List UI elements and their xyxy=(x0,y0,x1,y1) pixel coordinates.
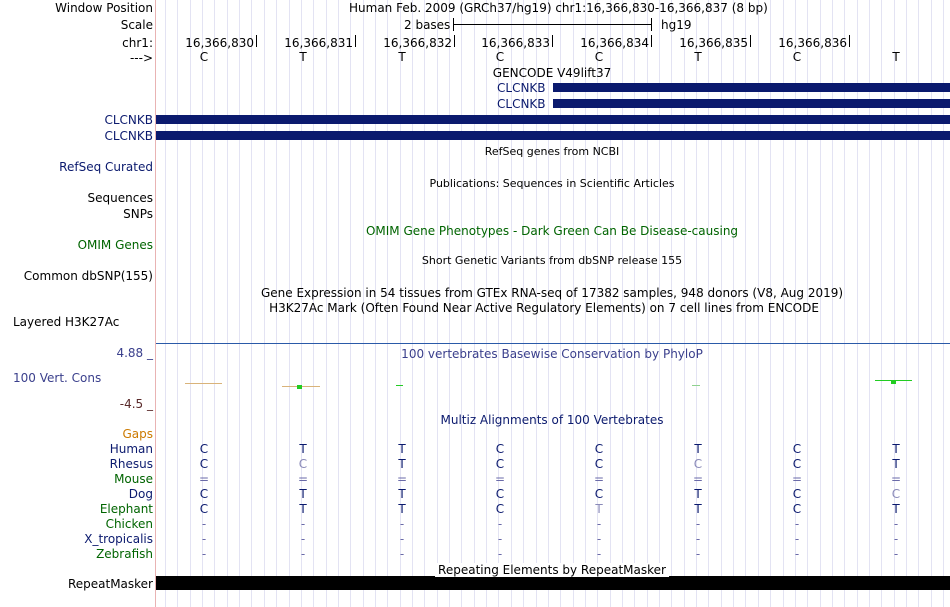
species-label[interactable]: Chicken xyxy=(105,517,153,531)
phylop-min-label: -4.5 _ xyxy=(119,397,153,411)
chr-position-label: 16,366,835 xyxy=(679,36,748,50)
alignment-base: - xyxy=(201,517,207,531)
alignment-base: T xyxy=(299,442,307,456)
multiz-title: Multiz Alignments of 100 Vertebrates xyxy=(440,413,664,427)
refseq-gene-bar-2[interactable] xyxy=(156,131,950,140)
scale-label: Scale xyxy=(120,18,153,32)
alignment-base: C xyxy=(199,487,209,501)
alignment-base: - xyxy=(201,547,207,561)
alignment-base: T xyxy=(299,502,307,516)
repeatmasker-title: Repeating Elements by RepeatMasker xyxy=(435,563,669,577)
alignment-base: - xyxy=(695,532,701,546)
strand-base: T xyxy=(398,50,406,64)
gencode-gene-bar-2[interactable] xyxy=(553,99,950,108)
alignment-base: C xyxy=(298,457,308,471)
alignment-base: - xyxy=(596,547,602,561)
strand-base: C xyxy=(495,50,505,64)
strand-base: C xyxy=(199,50,209,64)
gencode-gene-label-2[interactable]: CLCNKB xyxy=(497,97,546,111)
chr-position-tick xyxy=(454,35,455,47)
chr-position-tick xyxy=(552,35,553,47)
label-divider xyxy=(155,0,156,607)
repeatmasker-bar[interactable] xyxy=(156,576,950,590)
dbsnp-title: Short Genetic Variants from dbSNP release 155 xyxy=(421,254,683,267)
alignment-base: C xyxy=(594,457,604,471)
alignment-base: - xyxy=(399,517,405,531)
alignment-base: - xyxy=(893,532,899,546)
phylop-title: 100 vertebrates Basewise Conservation by PhyloP xyxy=(401,347,703,361)
gencode-gene-bar-1[interactable] xyxy=(553,83,950,92)
species-label[interactable]: X_tropicalis xyxy=(84,532,153,546)
gtex-title: Gene Expression in 54 tissues from GTEx RNA-seq of 17382 samples, 948 donors (V8, Aug 2019) xyxy=(260,286,844,300)
alignment-base: - xyxy=(794,532,800,546)
species-label[interactable]: Rhesus xyxy=(109,457,153,471)
chr-label: chr1: xyxy=(122,36,153,50)
alignment-base: C xyxy=(792,502,802,516)
scale-assembly: hg19 xyxy=(661,18,692,32)
alignment-base: = xyxy=(198,472,210,486)
alignment-base: - xyxy=(794,547,800,561)
scale-bar-left-tick xyxy=(453,18,454,31)
dbsnp-label[interactable]: Common dbSNP(155) xyxy=(23,269,153,283)
alignment-base: C xyxy=(792,457,802,471)
phylop-label[interactable]: 100 Vert. Cons xyxy=(13,371,102,385)
alignment-base: C xyxy=(495,442,505,456)
h3k27ac-title: H3K27Ac Mark (Often Found Near Active Regulatory Elements) on 7 cell lines from ENCODE xyxy=(269,301,819,315)
omim-label[interactable]: OMIM Genes xyxy=(77,238,153,252)
h3k27ac-baseline xyxy=(156,343,950,344)
alignment-base: T xyxy=(892,502,900,516)
window-position-text: Human Feb. 2009 (GRCh37/hg19) chr1:16,366,830-16,366,837 (8 bp) xyxy=(349,1,768,15)
snps-label[interactable]: SNPs xyxy=(123,207,153,221)
alignment-base: - xyxy=(300,547,306,561)
chr-position-tick xyxy=(849,35,850,47)
chr-position-label: 16,366,831 xyxy=(284,36,353,50)
h3k27ac-label[interactable]: Layered H3K27Ac xyxy=(13,315,120,329)
alignment-base: T xyxy=(299,487,307,501)
alignment-base: - xyxy=(596,517,602,531)
alignment-base: T xyxy=(892,442,900,456)
alignment-base: T xyxy=(694,502,702,516)
strand-base: T xyxy=(892,50,900,64)
repeatmasker-label[interactable]: RepeatMasker xyxy=(67,577,153,591)
alignment-base: T xyxy=(398,442,406,456)
chr-position-tick xyxy=(651,35,652,47)
alignment-base: - xyxy=(399,532,405,546)
alignment-base: - xyxy=(596,532,602,546)
chr-position-label: 16,366,836 xyxy=(778,36,847,50)
gencode-title: GENCODE V49lift37 xyxy=(492,66,612,80)
omim-title: OMIM Gene Phenotypes - Dark Green Can Be Disease-causing xyxy=(365,224,739,238)
alignment-base: = xyxy=(297,472,309,486)
alignment-base: = xyxy=(692,472,704,486)
alignment-base: C xyxy=(495,457,505,471)
strand-base: C xyxy=(792,50,802,64)
alignment-base: - xyxy=(794,517,800,531)
gaps-label: Gaps xyxy=(122,427,153,441)
alignment-base: = xyxy=(791,472,803,486)
alignment-base: C xyxy=(792,442,802,456)
alignment-base: C xyxy=(594,487,604,501)
strand-base: T xyxy=(694,50,702,64)
alignment-base: - xyxy=(201,532,207,546)
phylop-signal xyxy=(0,375,950,395)
alignment-base: - xyxy=(497,547,503,561)
chr-position-tick xyxy=(750,35,751,47)
species-label[interactable]: Elephant xyxy=(99,502,153,516)
refseq-gene-bar-1[interactable] xyxy=(156,115,950,124)
species-label[interactable]: Dog xyxy=(128,487,153,501)
alignment-base: T xyxy=(694,487,702,501)
alignment-base: - xyxy=(893,517,899,531)
sequences-title: Publications: Sequences in Scientific Articles xyxy=(429,177,675,190)
strand-label: ---> xyxy=(129,51,153,65)
scale-bar-right-tick xyxy=(651,18,652,31)
gencode-gene-label-1[interactable]: CLCNKB xyxy=(497,81,546,95)
alignment-base: - xyxy=(695,547,701,561)
alignment-base: T xyxy=(398,457,406,471)
alignment-base: C xyxy=(495,487,505,501)
window-position-label: Window Position xyxy=(55,1,153,15)
strand-base: T xyxy=(299,50,307,64)
chr-position-label: 16,366,830 xyxy=(185,36,254,50)
alignment-base: T xyxy=(892,457,900,471)
alignment-base: = xyxy=(396,472,408,486)
refseq-gene-label-1[interactable]: CLCNKB xyxy=(104,113,153,127)
species-label[interactable]: Mouse xyxy=(114,472,153,486)
scale-bases: 2 bases xyxy=(404,18,451,32)
alignment-base: - xyxy=(300,532,306,546)
alignment-base: T xyxy=(398,487,406,501)
alignment-base: T xyxy=(595,502,603,516)
alignment-base: C xyxy=(199,502,209,516)
chr-position-tick xyxy=(355,35,356,47)
alignment-base: - xyxy=(300,517,306,531)
alignment-base: - xyxy=(695,517,701,531)
alignment-base: - xyxy=(893,547,899,561)
alignment-base: C xyxy=(199,442,209,456)
alignment-base: T xyxy=(694,442,702,456)
chr-position-label: 16,366,834 xyxy=(580,36,649,50)
alignment-base: C xyxy=(891,487,901,501)
alignment-base: - xyxy=(399,547,405,561)
refseq-gene-label-2[interactable]: CLCNKB xyxy=(104,129,153,143)
scale-bar xyxy=(453,24,651,25)
alignment-base: = xyxy=(593,472,605,486)
phylop-max-label: 4.88 _ xyxy=(116,346,153,360)
alignment-base: C xyxy=(594,442,604,456)
strand-base: C xyxy=(594,50,604,64)
species-label[interactable]: Human xyxy=(109,442,153,456)
chr-position-label: 16,366,833 xyxy=(481,36,550,50)
phylop-peak-2 xyxy=(297,385,302,389)
refseq-title: RefSeq genes from NCBI xyxy=(484,145,620,158)
alignment-base: - xyxy=(497,517,503,531)
alignment-base: = xyxy=(890,472,902,486)
phylop-peak-8 xyxy=(891,380,896,384)
alignment-base: C xyxy=(495,502,505,516)
alignment-base: T xyxy=(398,502,406,516)
alignment-base: = xyxy=(494,472,506,486)
chr-position-label: 16,366,832 xyxy=(383,36,452,50)
refseq-curated-label[interactable]: RefSeq Curated xyxy=(59,160,153,174)
chr-position-tick xyxy=(256,35,257,47)
alignment-base: C xyxy=(693,457,703,471)
sequences-label[interactable]: Sequences xyxy=(87,191,153,205)
species-label[interactable]: Zebrafish xyxy=(96,547,153,561)
alignment-base: - xyxy=(497,532,503,546)
alignment-base: C xyxy=(792,487,802,501)
alignment-base: C xyxy=(199,457,209,471)
